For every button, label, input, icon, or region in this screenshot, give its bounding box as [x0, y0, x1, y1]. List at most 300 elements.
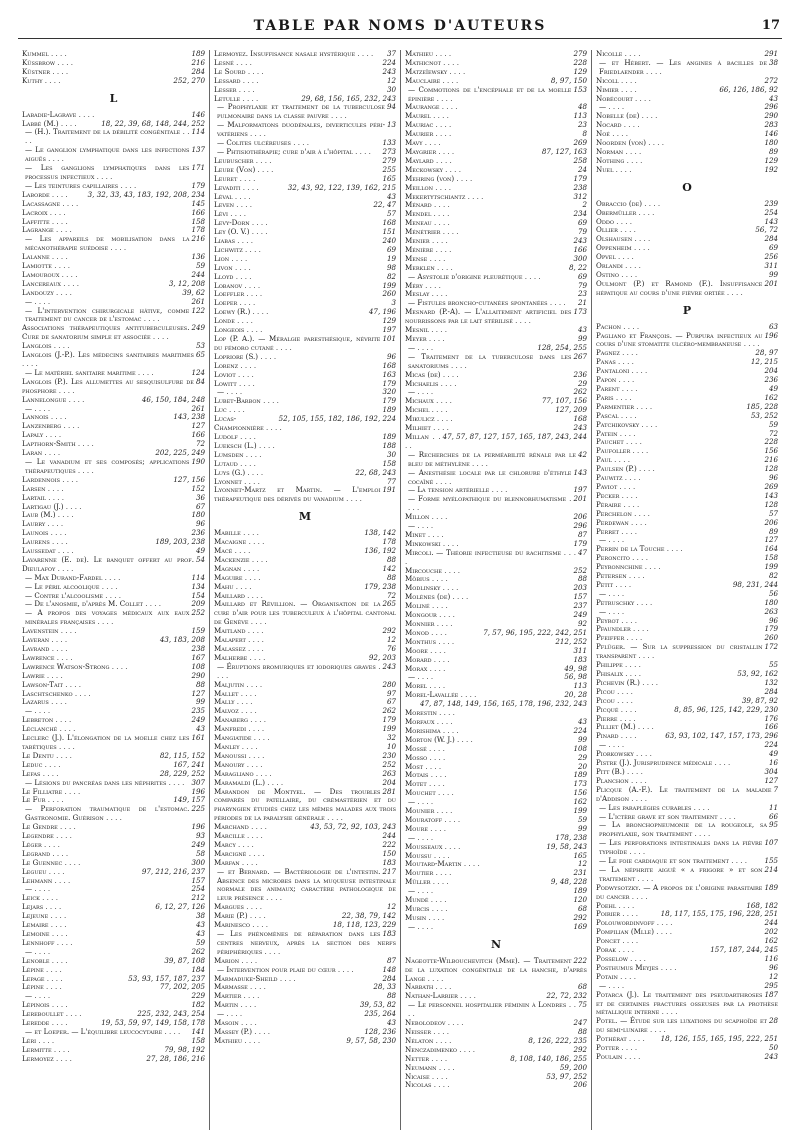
entry-pages: 47, 196 — [368, 307, 396, 317]
entry-name: Minet — [405, 529, 426, 539]
entry-name: — La néphrite aiguë « a frigore » et son traitement — [599, 864, 763, 883]
entry-name: Mendel — [405, 209, 432, 219]
entry-pages: 185, 228 — [746, 401, 778, 411]
leader-dots: . . . . — [429, 1071, 448, 1081]
entry-pages: 243 — [382, 66, 396, 76]
entry-pages: 243 — [573, 236, 587, 246]
entry-pages: 206 — [764, 517, 778, 527]
entry-pages: 192 — [764, 164, 778, 174]
entry-pages: 189 — [382, 431, 396, 441]
entry-pages: 224 — [573, 725, 587, 735]
leader-dots: . . . . — [32, 706, 51, 716]
index-entry — [22, 734, 205, 752]
entry-name: Lejeune — [22, 911, 49, 921]
entry-name: Loeper — [214, 298, 238, 308]
entry-pages: 96 — [768, 473, 778, 483]
leader-dots: . . . . — [241, 563, 260, 573]
index-entry — [22, 458, 205, 476]
entry-name: Leduc — [22, 759, 43, 769]
entry-pages: 56, 98 — [564, 672, 587, 682]
leader-dots: . . . . — [426, 743, 445, 753]
entry-name: Parmentier — [596, 401, 635, 411]
entry-name: Picou — [596, 686, 615, 696]
entry-pages: 127 — [191, 688, 205, 698]
entry-pages: 55 — [768, 660, 778, 670]
entry-pages: 20 — [577, 761, 587, 771]
entry-pages: 158 — [191, 1035, 205, 1045]
index-entry — [22, 378, 205, 396]
leader-dots: . . . . — [621, 321, 640, 331]
entry-name: Morel — [405, 681, 428, 691]
entry-pages: 43 — [195, 920, 205, 930]
entry-pages: 97 — [386, 688, 396, 698]
entry-name: Lévi — [214, 209, 228, 219]
entry-name: Potter — [596, 1043, 620, 1053]
index-entry — [596, 643, 778, 661]
leader-dots: . . . . — [639, 677, 658, 687]
leader-dots: . . . . — [241, 476, 260, 486]
entry-name: Obraccio (de) — [596, 198, 643, 208]
entry-name: Pauwitz — [596, 473, 623, 483]
entry-pages: 254 — [764, 207, 778, 217]
entry-name: Leven — [214, 200, 234, 210]
entry-pages: 252, 270 — [173, 75, 205, 85]
entry-name: Netter — [405, 1053, 430, 1063]
entry-name: Mouratoff — [405, 814, 443, 824]
entry-pages: 63, 93, 102, 147, 157, 173, 296 — [665, 731, 778, 741]
leader-dots: . . . . — [426, 912, 445, 922]
entry-name: — Éruptions bromuriques et iodoriques graves — [217, 661, 376, 671]
entry-name: — Malformations duodénales, diverticules péri-vatériens — [217, 120, 385, 139]
entry-name: Plicque (A.-F.). Le traitement de la maladie d'Addison — [596, 784, 772, 803]
entry-name: Lermoyez — [22, 1053, 54, 1063]
leader-dots: . . . . — [434, 806, 453, 816]
entry-name: Lemaire — [22, 920, 49, 930]
leader-dots: . . . . — [433, 50, 452, 58]
leader-dots: . . . . — [49, 216, 68, 226]
leader-dots: . . . . — [405, 431, 441, 450]
leader-dots: . . . . — [248, 617, 267, 627]
entry-pages: 82 — [386, 271, 396, 281]
leader-dots: . . . . — [415, 672, 434, 682]
entry-pages: 180 — [764, 597, 778, 607]
leader-dots: . . . . — [22, 359, 38, 368]
header-rule — [18, 38, 782, 39]
entry-name: Lemoine — [22, 929, 50, 938]
entry-pages: 88 — [386, 554, 396, 564]
entry-name: Le Filliatre — [22, 786, 63, 796]
leader-dots: . . . . — [245, 467, 264, 477]
leader-dots: . . . . — [692, 829, 711, 839]
entry-pages: 63 — [768, 321, 778, 331]
entry-name: Londe — [214, 316, 235, 326]
entry-pages: 167 — [191, 652, 205, 662]
leader-dots: . . . . — [244, 831, 263, 841]
leader-dots: . . . . — [428, 627, 447, 637]
entry-pages: 164 — [764, 544, 778, 554]
entry-name: Labbé (M.) — [22, 118, 59, 128]
entry-pages: 38 — [768, 57, 778, 67]
entry-pages: 206 — [573, 512, 587, 522]
entry-pages: 122 — [191, 305, 205, 315]
leader-dots: . . . . — [617, 225, 636, 235]
leader-dots: . . . . — [622, 1051, 641, 1061]
page-title: TABLE PAR NOMS D'AUTEURS — [253, 18, 547, 34]
entry-name: Lalanne — [22, 252, 50, 262]
leader-dots: . . . . — [622, 50, 641, 58]
entry-pages: 217 — [382, 866, 396, 876]
entry-pages: 295 — [764, 980, 778, 990]
leader-dots: . . . . — [617, 971, 636, 981]
entry-pages: 48 — [577, 102, 587, 112]
index-entry — [405, 549, 587, 567]
leader-dots: . . . . — [440, 75, 459, 85]
entry-pages: 49 — [195, 546, 205, 556]
entry-name: Lacroix — [22, 207, 48, 217]
entry-pages: 52, 105, 155, 182, 186, 192, 224 — [278, 414, 396, 424]
entry-pages: 189 — [573, 886, 587, 896]
leader-dots: . . . . — [429, 405, 448, 415]
leader-dots: . . . . — [248, 822, 267, 832]
entry-pages: 179 — [382, 378, 396, 388]
index-entry — [214, 415, 396, 433]
entry-pages: 183 — [382, 857, 396, 867]
leader-dots: . . . . — [613, 392, 632, 402]
entry-pages: 258 — [573, 155, 587, 165]
leader-dots: . . . . — [324, 813, 343, 823]
entry-pages: 237 — [573, 601, 587, 611]
entry-pages: 179, 238 — [364, 581, 396, 591]
entry-pages: 96 — [386, 351, 396, 361]
leader-dots: . . . . — [239, 857, 258, 867]
entry-pages: 261 — [191, 296, 205, 306]
leader-dots: . . . . — [54, 57, 74, 67]
entry-name: — — [408, 521, 416, 531]
leader-dots: . . . . — [48, 528, 67, 538]
entry-pages: 158 — [382, 458, 396, 468]
leader-dots: . . . . — [461, 859, 480, 869]
entry-name: Maitland — [214, 626, 246, 636]
entry-name: Maurange — [405, 102, 440, 112]
entry-name: Petruschky — [596, 597, 635, 607]
leader-dots: . . . . — [440, 583, 459, 593]
leader-dots: . . . . — [434, 262, 453, 272]
leader-dots: . . . . — [141, 314, 160, 324]
leader-dots: . . . . — [618, 704, 637, 714]
leader-dots: . . . . — [426, 334, 445, 343]
entry-name: — — [25, 946, 33, 956]
entry-name: Oulmont (P.) et Ramond (F.). Insuffisance hépatique au cours d'une fièvre ortiée — [596, 278, 763, 297]
entry-name: Pierre — [596, 713, 618, 723]
entry-name: — — [25, 403, 33, 413]
leader-dots: . . . . — [36, 1035, 55, 1045]
entry-name: Le Sourd — [214, 66, 246, 76]
leader-dots: . . . . — [615, 357, 634, 367]
leader-dots: . . . . — [60, 474, 79, 484]
entry-pages: 97, 212, 216, 237 — [141, 866, 205, 876]
leader-dots: . . . . — [691, 802, 710, 812]
index-column-3 — [400, 50, 591, 1130]
leader-dots: . . . . — [56, 385, 75, 395]
entry-pages: 156 — [764, 446, 778, 456]
leader-dots: . . . . — [431, 850, 450, 860]
entry-pages: 49 — [768, 749, 778, 759]
entry-name: Malherbe — [214, 652, 248, 662]
entry-name: Mallet — [214, 688, 239, 698]
leader-dots: . . . . — [618, 526, 637, 536]
leader-dots: . . . . — [48, 911, 67, 921]
entry-pages: 87, 127, 163 — [541, 146, 587, 156]
leader-dots: . . . . — [614, 695, 633, 705]
leader-dots: . . . . — [290, 138, 310, 148]
leader-dots: . . . . — [250, 307, 269, 317]
entry-pages: 224 — [764, 740, 778, 750]
leader-dots: . . . . — [634, 401, 653, 411]
leader-dots: . . . . — [617, 713, 636, 723]
entry-name: Le Fur — [22, 795, 46, 805]
entry-pages: 262 — [191, 946, 205, 956]
entry-pages: 272 — [764, 75, 778, 85]
entry-name: Martier — [214, 991, 242, 1001]
entry-name: Pagliano et François. — Purpura infectieux au cours d'une stomatite ulcéro-membraneuse — [596, 330, 763, 349]
entry-name: Le Gendre — [22, 822, 58, 832]
entry-name: Nicolle — [596, 50, 623, 58]
entry-name: Nimier — [596, 84, 619, 94]
index-entry — [214, 121, 396, 139]
entry-name: Lartail — [22, 492, 46, 502]
entry-pages: 243 — [573, 423, 587, 433]
entry-name: Ménière — [405, 244, 434, 254]
entry-pages: 249 — [191, 323, 205, 333]
leader-dots: . . . . — [54, 652, 73, 662]
entry-pages: 47, 87, 148, 149, 156, 165, 178, 196, 232, 243 — [420, 699, 587, 709]
entry-pages: 39, 62 — [182, 287, 205, 297]
leader-dots: . . . . — [621, 120, 640, 130]
entry-pages: 166 — [764, 722, 778, 732]
leader-dots: . . . . — [42, 759, 61, 769]
leader-dots: . . . . — [51, 341, 70, 351]
leader-dots: . . . . — [246, 848, 265, 858]
entry-pages: 189 — [573, 770, 587, 780]
entry-name: — L'intervention chirurgicale hâtive, comme traitement du cancer de l'estomac — [25, 305, 190, 324]
index-entry — [22, 164, 205, 182]
entry-name: — et Loeper. — L'équilibre leucocytaire — [25, 1026, 163, 1036]
leader-dots: . . . . — [233, 581, 252, 591]
leader-dots: . . . . — [635, 873, 654, 883]
entry-pages: 252 — [382, 759, 396, 769]
leader-dots: . . . . — [611, 455, 630, 465]
index-entry — [596, 839, 778, 857]
leader-dots: . . . . — [61, 421, 80, 431]
entry-pages: 3, 32, 33, 43, 183, 192, 208, 234 — [87, 189, 205, 199]
entry-pages: 162 — [764, 936, 778, 946]
leader-dots: . . . . — [433, 244, 452, 254]
entry-name: Marfan — [214, 857, 240, 867]
leader-dots: . . . . — [236, 84, 255, 94]
entry-name: Morax — [405, 663, 428, 673]
leader-dots: . . . . — [244, 289, 263, 299]
entry-pages: 39, 87, 92 — [741, 695, 778, 705]
entry-pages: 189 — [764, 882, 778, 892]
index-entry — [405, 957, 587, 984]
entry-pages: 159 — [191, 626, 205, 636]
leader-dots: . . . . — [49, 644, 68, 653]
leader-dots: . . . . — [237, 458, 256, 468]
entry-name: Leubuscher — [214, 155, 254, 165]
leader-dots: . . . . — [429, 904, 448, 913]
entry-pages: 290 — [191, 670, 205, 680]
leader-dots: . . . . — [235, 369, 254, 379]
leader-dots: . . . . — [234, 697, 253, 707]
entry-name: Petit — [596, 579, 614, 589]
leader-dots: . . . . — [429, 512, 448, 522]
index-entry — [596, 786, 778, 804]
leader-dots: . . . . — [620, 909, 639, 919]
entry-name: Posselow — [596, 954, 628, 963]
entry-name: Legueu — [22, 866, 47, 876]
leader-dots: . . . . — [43, 902, 62, 912]
entry-name: Lucas-Championnière — [214, 414, 264, 433]
entry-pages: 300 — [191, 857, 205, 867]
entry-pages: 59 — [577, 814, 587, 824]
entry-name: Peyrot — [596, 615, 619, 625]
entry-name: Livon — [214, 262, 233, 272]
leader-dots: . . . . — [41, 839, 60, 849]
leader-dots: . . . . — [253, 155, 272, 165]
entry-name: Laran — [22, 448, 43, 458]
entry-pages: 38 — [195, 911, 205, 921]
index-entry — [22, 609, 205, 627]
leader-dots: . . . . — [631, 508, 650, 518]
entry-pages: 87 — [386, 955, 396, 965]
entry-pages: 53, 92, 162 — [737, 669, 778, 678]
entry-name: Lennhoff — [22, 937, 55, 947]
entry-name: Monnier — [405, 619, 435, 628]
entry-pages: 238 — [573, 182, 587, 192]
entry-pages: 151 — [382, 227, 396, 237]
entry-pages: 163 — [382, 369, 396, 379]
entry-name: Marchand — [214, 822, 249, 832]
entry-name: — — [599, 606, 607, 616]
index-entry — [596, 884, 778, 902]
leader-dots: . . . . — [265, 777, 284, 787]
entry-name: Pfaundler — [596, 624, 631, 634]
entry-name: Menier — [405, 236, 430, 246]
entry-pages: 156 — [573, 788, 587, 798]
entry-name: — — [217, 1009, 225, 1019]
leader-dots: . . . . — [49, 955, 68, 965]
entry-pages: 113 — [573, 681, 587, 691]
entry-pages: 67 — [195, 501, 205, 511]
entry-pages: 222 — [382, 839, 396, 849]
leader-dots: . . . . — [243, 449, 262, 459]
leader-dots: . . . . — [429, 1053, 448, 1063]
entry-name: Maljutin — [214, 679, 245, 689]
leader-dots: . . . . — [238, 1018, 257, 1028]
entry-name: Mikulicz — [405, 414, 435, 424]
entry-name: — Le ganglion lymphatique dans les infections aiguës — [25, 145, 190, 164]
entry-name: Michaelis — [405, 378, 439, 388]
entry-pages: 28, 229, 252 — [159, 768, 205, 778]
leader-dots: . . . . — [618, 731, 637, 741]
entry-name: Martin — [214, 1000, 239, 1010]
entry-pages: 204 — [382, 777, 396, 787]
entry-name: Lannois — [22, 412, 49, 422]
entry-pages: 43, 53, 72, 92, 103, 243 — [310, 822, 396, 832]
entry-pages: 18, 22, 39, 68, 148, 244, 252 — [101, 118, 205, 128]
entry-pages: 82 — [768, 571, 778, 581]
entry-pages: 79 — [577, 227, 587, 237]
entry-name: Marandon de Montyel. — Des troubles comparés du patellaire, du crémastérien et du pharyngien étudiés chez les mêmes malades aux trois périodes de la paralysie générale — [214, 786, 396, 823]
entry-name: Malassez — [214, 644, 246, 653]
entry-name: Nageotte-Wilbouchevitch (Mme). — Traitement de la luxation congénitale de la hanche, d'après Lange — [405, 955, 587, 983]
leader-dots: . . . . — [76, 109, 95, 119]
entry-pages: 311 — [764, 261, 778, 271]
entry-name: Pistre (J.). Jurisprudence médicale — [596, 758, 713, 768]
entry-pages: 222 — [573, 955, 587, 965]
leader-dots: . . . . — [426, 779, 445, 789]
entry-pages: 224 — [382, 57, 396, 67]
entry-pages: 262 — [382, 706, 396, 716]
leader-dots: . . . . — [619, 1043, 638, 1053]
entry-name: Lorenz — [214, 360, 239, 370]
entry-name: — — [408, 387, 416, 397]
entry-pages: 128, 254, 255 — [537, 342, 587, 352]
leader-dots: . . . . — [617, 481, 636, 491]
entry-name: — — [599, 535, 607, 545]
entry-pages: 146 — [764, 129, 778, 139]
leader-dots: . . . . — [343, 494, 362, 504]
entry-pages: 120 — [573, 895, 587, 905]
leader-dots: . . . . — [253, 768, 272, 778]
leader-dots: . . . . — [245, 626, 264, 636]
leader-dots: . . . . — [629, 891, 648, 901]
entry-pages: 43 — [195, 929, 205, 938]
entry-pages: 8, 97, 150 — [550, 75, 587, 85]
entry-name: Neumann — [405, 1062, 437, 1072]
leader-dots: . . . . — [647, 1025, 666, 1035]
leader-dots: . . . . — [66, 394, 85, 404]
entry-pages: 143 — [764, 490, 778, 500]
index-entry — [405, 700, 587, 718]
leader-dots: . . . . — [436, 146, 455, 156]
entry-pages: 82, 115, 152 — [159, 750, 205, 760]
entry-name: Mathieu — [214, 1035, 243, 1045]
entry-pages: 191 — [382, 485, 396, 495]
entry-pages: 99 — [577, 823, 587, 833]
leader-dots: . . . . — [166, 777, 185, 787]
entry-pages: 173 — [573, 779, 587, 789]
leader-dots: . . . . — [636, 464, 655, 474]
entry-pages: 182 — [191, 1000, 205, 1010]
leader-dots: . . . . — [619, 490, 638, 500]
entry-name: Monthus — [405, 636, 437, 646]
entry-pages: 166 — [191, 430, 205, 440]
entry-pages: 320 — [382, 387, 396, 397]
entry-pages: 54 — [195, 554, 205, 564]
entry-name: Pantaloni — [596, 366, 630, 376]
entry-pages: 99 — [768, 269, 778, 279]
entry-pages: 155 — [764, 856, 778, 866]
entry-name: Moure — [405, 823, 428, 833]
entry-name: Ollier — [596, 225, 618, 235]
leader-dots: . . . . — [622, 473, 641, 483]
leader-dots: . . . . — [49, 252, 68, 262]
entry-pages: 32, 43, 92, 122, 139, 162, 215 — [287, 182, 396, 192]
leader-dots: . . . . — [639, 111, 658, 121]
entry-pages: 256 — [764, 252, 778, 262]
entry-name: Lobanov — [214, 280, 243, 290]
